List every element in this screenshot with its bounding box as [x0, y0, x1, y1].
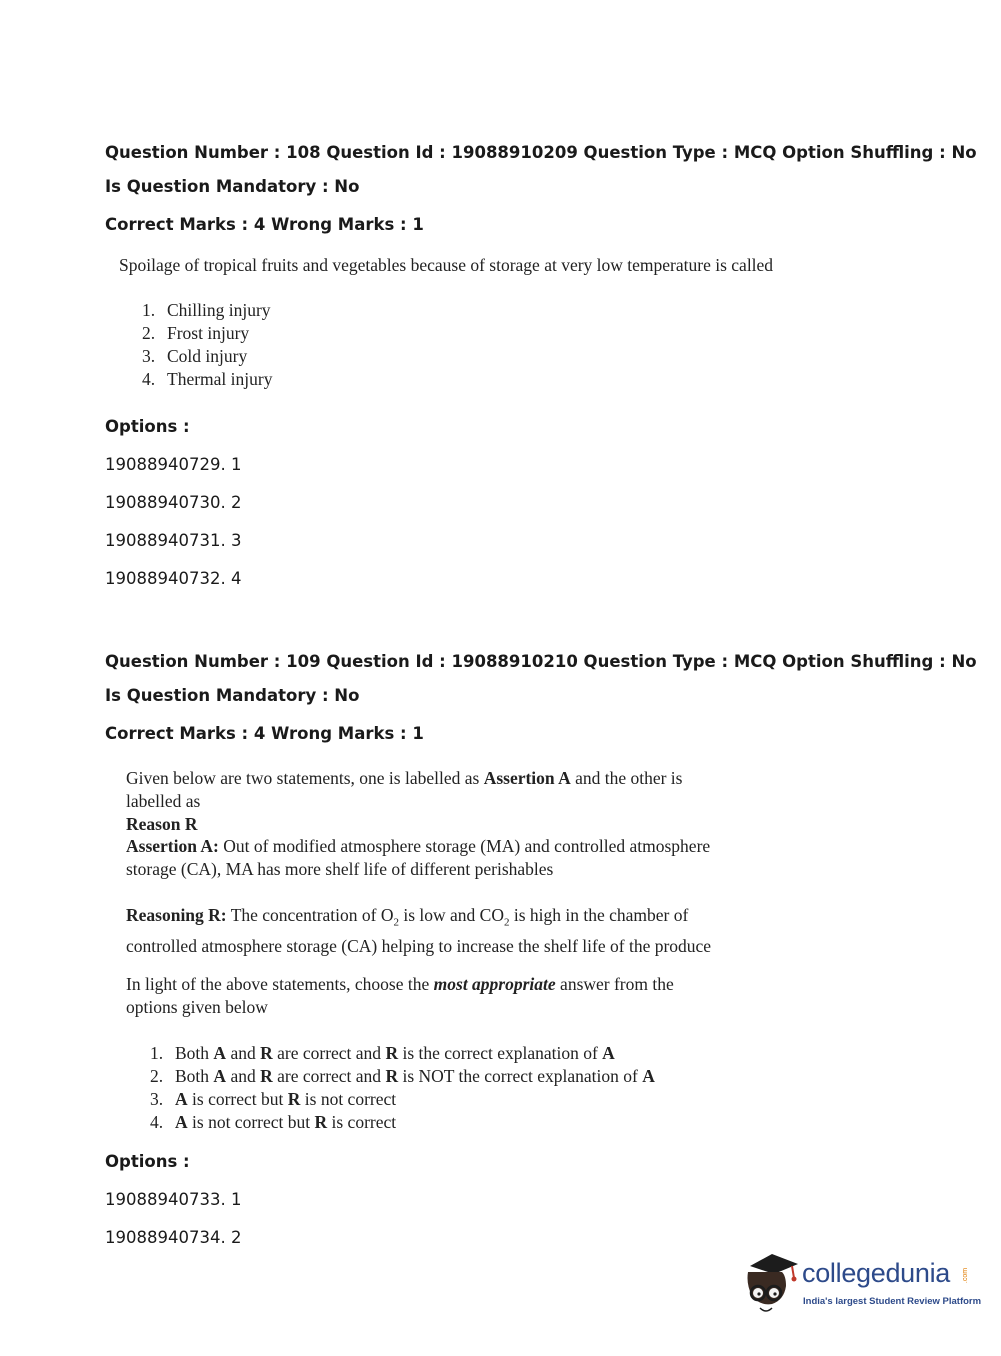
- list-item: 4. A is not correct but R is correct: [150, 1112, 397, 1132]
- list-item: 1. Chilling injury: [142, 300, 271, 320]
- q109-marks: Correct Marks : 4 Wrong Marks : 1: [105, 724, 424, 743]
- list-item: 2. Frost injury: [142, 323, 250, 343]
- q109-assertion: Assertion A: Out of modified atmosphere storage (MA) and controlled atmosphere storage (CA), MA has more shelf life of different perishables: [126, 836, 711, 879]
- list-item: 1. Both A and R are correct and R is the correct explanation of A: [150, 1043, 615, 1063]
- q109-reason: Reasoning R: The concentration of $O_2$ is low and $CO_2$ is high in the chamber of controlled atmosphere storage (CA) helping to increase the shelf life of the produce: [126, 905, 712, 956]
- logo-suffix: .com: [962, 1267, 970, 1284]
- q108-option: 19088940730. 2: [105, 493, 242, 512]
- q108-stem: Spoilage of tropical fruits and vegetables because of storage at very low temperature is called: [119, 255, 774, 275]
- list-item: 2. Both A and R are correct and R is NOT the correct explanation of A: [150, 1066, 655, 1086]
- q108-meta-line: Question Number : 108 Question Id : 19088910209 Question Type : MCQ Option Shuffling : No: [105, 143, 977, 162]
- list-item: 4. Thermal injury: [142, 369, 273, 389]
- q108-option: 19088940732. 4: [105, 569, 242, 588]
- q108-marks: Correct Marks : 4 Wrong Marks : 1: [105, 215, 424, 234]
- q109-option: 19088940733. 1: [105, 1190, 242, 1209]
- q108-mandatory: Is Question Mandatory : No: [105, 177, 360, 196]
- q108-option: 19088940729. 1: [105, 455, 242, 474]
- q109-meta-line: Question Number : 109 Question Id : 19088910210 Question Type : MCQ Option Shuffling : No: [105, 652, 977, 671]
- q109-choice-list: [150, 1042, 655, 1134]
- q108-option: 19088940731. 3: [105, 531, 242, 550]
- q109-instruction: In light of the above statements, choose the most appropriate answer from the options given below: [126, 974, 674, 1017]
- q108-choice-list: [142, 299, 272, 391]
- q109-options-label: Options :: [105, 1152, 190, 1171]
- logo-wordmark: collegedunia: [802, 1258, 951, 1288]
- collegedunia-logo: [742, 1248, 982, 1318]
- list-item: 3. A is correct but R is not correct: [150, 1089, 397, 1109]
- logo-tagline: India's largest Student Review Platform: [803, 1296, 982, 1307]
- q109-option: 19088940734. 2: [105, 1228, 242, 1247]
- student-mascot-icon: [742, 1248, 802, 1318]
- q109-intro: Given below are two statements, one is labelled as Assertion A and the other is labelled as Reason R: [126, 768, 683, 834]
- list-item: 3. Cold injury: [142, 346, 248, 366]
- q108-options-label: Options :: [105, 417, 190, 436]
- q109-mandatory: Is Question Mandatory : No: [105, 686, 360, 705]
